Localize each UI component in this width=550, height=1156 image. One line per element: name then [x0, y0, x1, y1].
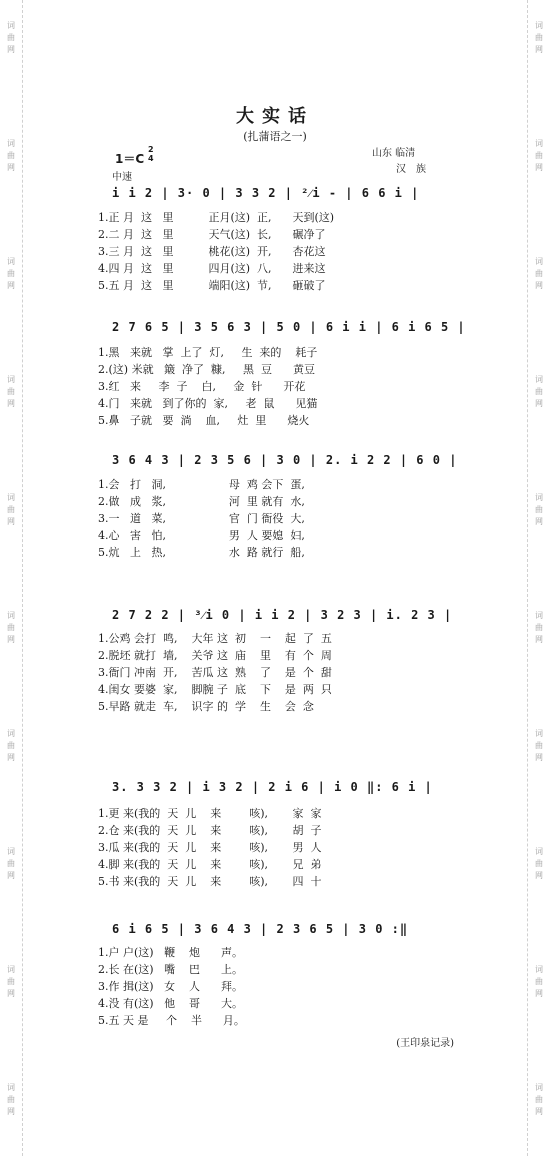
watermark-text: 词 曲 网	[535, 21, 543, 54]
lyric-line: 5.鼻 子就 要 淌 血, 灶 里 烧火	[98, 414, 310, 427]
lyric-line: 2.脱坯 就打 墙, 关爷 这 庙 里 有 个 周	[98, 649, 332, 662]
watermark-text: 词 曲 网	[7, 21, 15, 54]
notation-line-5: 3. 3 3 2 | i 3 2 | 2 i 6 | i 0 ‖: 6 i |	[112, 780, 433, 794]
watermark-text: 词 曲 网	[7, 257, 15, 290]
notation-line-6: 6 i 6 5 | 3 6 4 3 | 2 3 6 5 | 3 0 :‖	[112, 922, 409, 936]
origin-ethnicity: 汉族	[396, 164, 436, 175]
meter-top: 2	[148, 145, 154, 154]
meter-bottom: 4	[148, 154, 154, 163]
lyric-line: 5.炕 上 热, 水 路 就行 船,	[98, 546, 305, 559]
lyric-line: 3.三 月 这 里 桃花(这) 开, 杏花这	[98, 245, 326, 258]
song-title: 大实话	[236, 106, 314, 127]
tempo-marking: 中速	[112, 172, 132, 183]
lyric-line: 2.(这) 米就 簸 净了 糠, 黑 豆 黄豆	[98, 363, 316, 376]
notation-line-2: 2 7 6 5 | 3 5 6 3 | 5 0 | 6 i i | 6 i 6 5 |	[112, 320, 466, 334]
lyric-line: 4.闺女 要婆 家, 脚腕 子 底 下 是 两 只	[98, 683, 332, 696]
watermark-text: 词 曲 网	[7, 139, 15, 172]
lyric-line: 5.早路 就走 车, 识字 的 学 生 会 念	[98, 700, 314, 713]
lyric-line: 1.会 打 洞, 母 鸡 会下 蛋,	[98, 478, 305, 491]
watermark-text: 词 曲 网	[535, 1083, 543, 1116]
lyric-line: 5.五 月 这 里 端阳(这) 节, 砸破了	[98, 279, 326, 292]
lyric-line: 4.门 来就 到了你的 家, 老 鼠 见猫	[98, 397, 318, 410]
time-signature	[148, 145, 154, 163]
lyric-line: 1.更 来(我的 天 儿 来 咳), 家 家	[98, 807, 322, 820]
lyric-line: 3.瓜 来(我的 天 儿 来 咳), 男 人	[98, 841, 322, 854]
lyric-line: 4.四 月 这 里 四月(这) 八, 进来这	[98, 262, 326, 275]
lyric-line: 1.户 户(这) 鞭 炮 声。	[98, 946, 244, 959]
watermark-text: 词 曲 网	[535, 847, 543, 880]
right-watermark-strip	[527, 0, 550, 1156]
lyric-line: 3.衙门 冲南 开, 苦瓜 这 熟 了 是 个 甜	[98, 666, 332, 679]
notation-line-1: i i 2 | 3· 0 | 3 3 2 | ²⁄i - | 6 6 i |	[112, 186, 420, 200]
lyric-line: 3.红 来 李 子 白, 金 针 开花	[98, 380, 306, 393]
lyric-line: 2.仓 来(我的 天 儿 来 咳), 胡 子	[98, 824, 322, 837]
lyric-line: 2.二 月 这 里 天气(这) 长, 碾净了	[98, 228, 326, 241]
lyric-line: 5.五 天 是 个 半 月。	[98, 1014, 245, 1027]
song-origin	[372, 146, 436, 178]
lyric-line: 2.长 在(这) 嘴 巴 上。	[98, 963, 244, 976]
watermark-text: 词 曲 网	[7, 1083, 15, 1116]
song-subtitle: (扎蒲语之一)	[243, 130, 307, 143]
lyrics-block-3	[98, 476, 305, 561]
notation-line-3: 3 6 4 3 | 2 3 5 6 | 3 0 | 2. i 2 2 | 6 0 |	[112, 453, 458, 467]
watermark-text: 词 曲 网	[7, 611, 15, 644]
transcription-credit: (王印泉记录)	[396, 1038, 454, 1049]
lyric-line: 4.没 有(这) 他 哥 大。	[98, 997, 244, 1010]
watermark-text: 词 曲 网	[535, 611, 543, 644]
origin-region: 山东 临清	[372, 148, 416, 159]
lyric-line: 1.公鸡 会打 鸣, 大年 这 初 一 起 了 五	[98, 632, 332, 645]
lyric-line: 4.心 害 怕, 男 人 要媳 妇,	[98, 529, 305, 542]
key-signature: 1＝C	[115, 152, 145, 166]
lyrics-block-5	[98, 805, 322, 890]
watermark-text: 词 曲 网	[535, 965, 543, 998]
watermark-text: 词 曲 网	[7, 493, 15, 526]
watermark-text: 词 曲 网	[7, 847, 15, 880]
lyrics-block-2	[98, 344, 317, 429]
watermark-text: 词 曲 网	[535, 139, 543, 172]
watermark-text: 词 曲 网	[535, 257, 543, 290]
lyrics-block-4	[98, 630, 332, 715]
watermark-text: 词 曲 网	[535, 375, 543, 408]
lyric-line: 1.正 月 这 里 正月(这) 正, 天到(这)	[98, 211, 335, 224]
watermark-text: 词 曲 网	[7, 729, 15, 762]
notation-line-4: 2 7 2 2 | ³⁄i 0 | i i 2 | 3 2 3 | i. 2 3 |	[112, 608, 453, 622]
lyric-line: 3.作 揖(这) 女 人 拜。	[98, 980, 244, 993]
lyrics-block-1	[98, 209, 334, 294]
watermark-text: 词 曲 网	[535, 729, 543, 762]
lyrics-block-6	[98, 944, 245, 1029]
lyric-line: 4.脚 来(我的 天 儿 来 咳), 兄 弟	[98, 858, 322, 871]
watermark-text: 词 曲 网	[535, 493, 543, 526]
watermark-text: 词 曲 网	[7, 965, 15, 998]
lyric-line: 2.做 成 浆, 河 里 就有 水,	[98, 495, 305, 508]
lyric-line: 5.书 来(我的 天 儿 来 咳), 四 十	[98, 875, 322, 888]
left-watermark-strip	[0, 0, 23, 1156]
lyric-line: 1.黑 来就 掌 上了 灯, 生 来的 耗子	[98, 346, 318, 359]
lyric-line: 3.一 道 菜, 官 门 衙役 大,	[98, 512, 305, 525]
watermark-text: 词 曲 网	[7, 375, 15, 408]
